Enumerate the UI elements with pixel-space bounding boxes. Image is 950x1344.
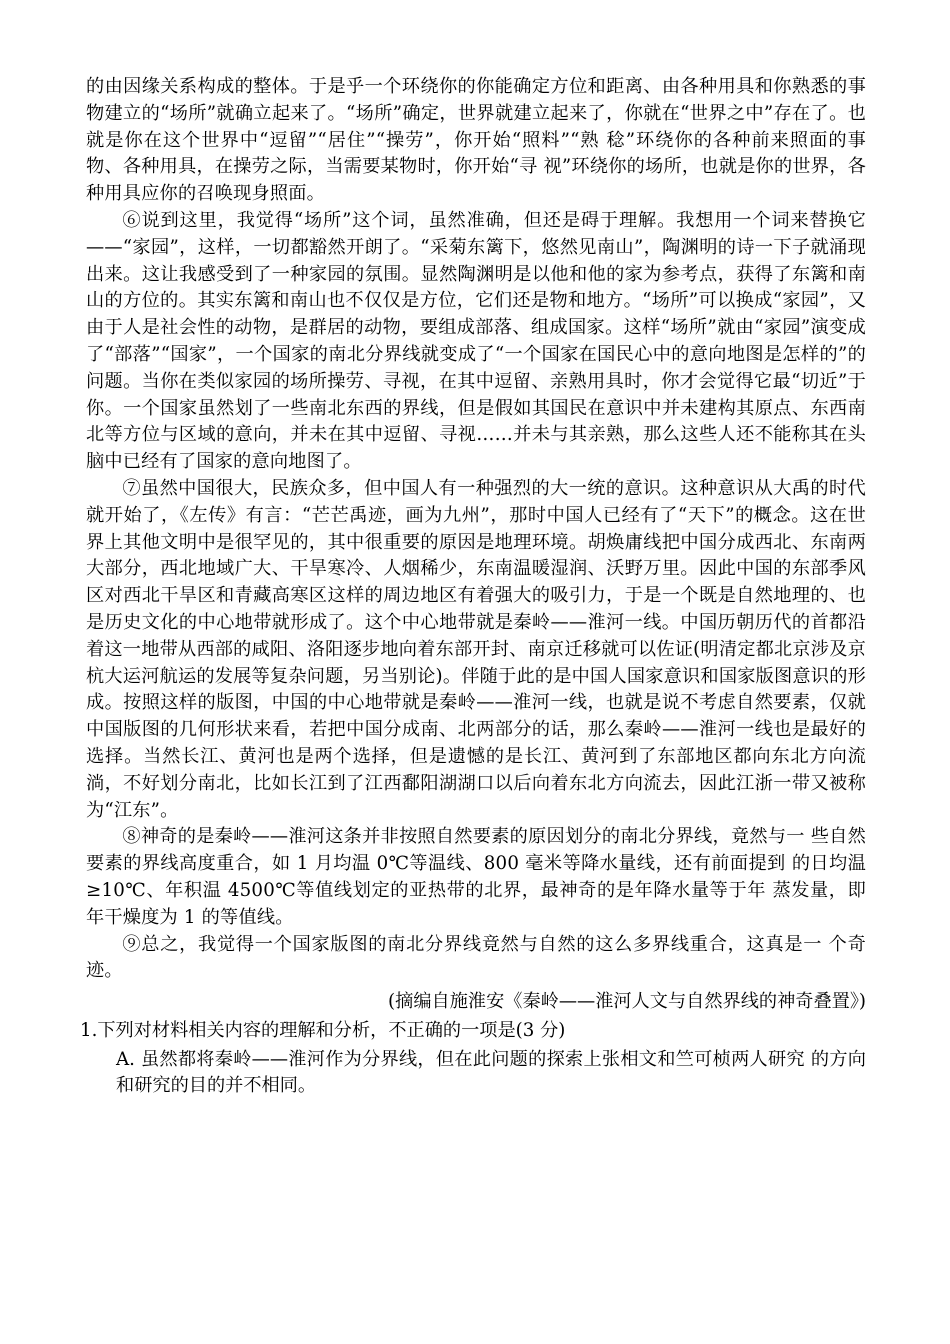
question-1-stem: 1.下列对材料相关内容的理解和分析，不正确的一项是(3 分): [80, 1019, 566, 1041]
exam-page: [80, 74, 866, 1100]
paragraph-7: ⑦虽然中国很大，民族众多，但中国人有一种强烈的大一统的意识。这种意识从大禹的时代就开始了，《左传》有言：“芒芒禹迹，画为九州”，那时中国人已经有了“天下”的概念。这在世界上其他文明中是很罕见的，其中很重要的原因是地理环境。胡焕庸线把中国分成西北、东南两大部分，西北地域广大、干旱寒冷、人烟稀少，东南温暖湿润、沃野万里。因此中国的东部季风区对西北干旱区和青藏高寒区这样的周边地区有着强大的吸引力，于是一个既是自然地理的、也是历史文化的中心地带就形成了。这个中心地带就是秦岭——淮河一线。中国历朝历代的首都沿着这一地带从西部的咸阳、洛阳逐步地向着东部开封、南京迁移就可以佐证(明清定都北京涉及京杭大运河航运的发展等复杂问题，另当别论)。伴随于此的是中国人国家意识和国家版图意识的形成。按照这样的版图，中国的中心地带就是秦岭——淮河一线，也就是说不考虑自然要素，仅就中国版图的几何形状来看，若把中国分成南、北两部分的话，那么秦岭——淮河一线也是最好的选择。当然长江、黄河也是两个选择，但是遗憾的是长江、黄河到了东部地区都向东北方向流淌，不好划分南北，比如长江到了江西鄱阳湖湖口以后向着东北方向流去，因此江浙一带又被称为“江东”。: [86, 477, 866, 821]
paragraph-6: ⑥说到这里，我觉得“场所”这个词，虽然准确，但还是碍于理解。我想用一个词来替换它——“家园”，这样，一切都豁然开朗了。“采菊东篱下，悠然见南山”，陶渊明的诗一下子就涌现出来。这让我感受到了一种家园的氛围。显然陶渊明是以他和他的家为参考点，获得了东篱和南山的方位的。其实东篱和南山也不仅仅是方位，它们还是物和地方。“场所”可以换成“家园”，又由于人是社会性的动物，是群居的动物，要组成部落、组成国家。这样“场所”就由“家园”演变成了“部落”“国家”，一个国家的南北分界线就变成了“一个国家在国民心中的意向地图是怎样的”的问题。当你在类似家园的场所操劳、寻视，在其中逗留、亲熟用具时，你才会觉得它最“切近”于你。一个国家虽然划了一些南北东西的界线，但是假如其国民在意识中并未建构其原点、东西南北等方位与区域的意向，并未在其中逗留、寻视……并未与其亲熟，那么这些人还不能称其在头脑中已经有了国家的意向地图了。: [86, 209, 866, 473]
paragraph-8: ⑧神奇的是秦岭——淮河这条并非按照自然要素的原因划分的南北分界线，竟然与一 些自然要素的界线高度重合，如 1 月均温 0℃等温线、800 毫米等降水量线，还有前面提到 的日均温≥10℃、年积温 4500℃等值线划定的亚热带的北界，最神奇的是年降水量等于年 蒸发量，即年干燥度为 1 的等值线。: [86, 826, 866, 928]
article-source: (摘编自施淮安《秦岭——淮河人文与自然界线的神奇叠置》): [388, 991, 866, 1013]
question-1-option-a: A. 虽然都将秦岭——淮河作为分界线，但在此问题的探索上张相文和竺可桢两人研究 的方向和研究的目的并不相同。: [116, 1048, 866, 1097]
paragraph-5-continuation: 的由因缘关系构成的整体。于是乎一个环绕你的你能确定方位和距离、由各种用具和你熟悉的事物建立的“场所”就确立起来了。“场所”确定，世界就建立起来了，你就在“世界之中”存在了。也就是你在这个世界中“逗留”“居住”“操劳”，你开始“照料”“熟 稔”环绕你的各种前来照面的事物、各种用具，在操劳之际，当需要某物时，你开始“寻 视”环绕你的场所，也就是你的世界，各种用具应你的召唤现身照面。: [86, 76, 866, 205]
paragraph-9: ⑨总之，我觉得一个国家版图的南北分界线竟然与自然的这么多界线重合，这真是一 个奇迹。: [86, 933, 866, 982]
